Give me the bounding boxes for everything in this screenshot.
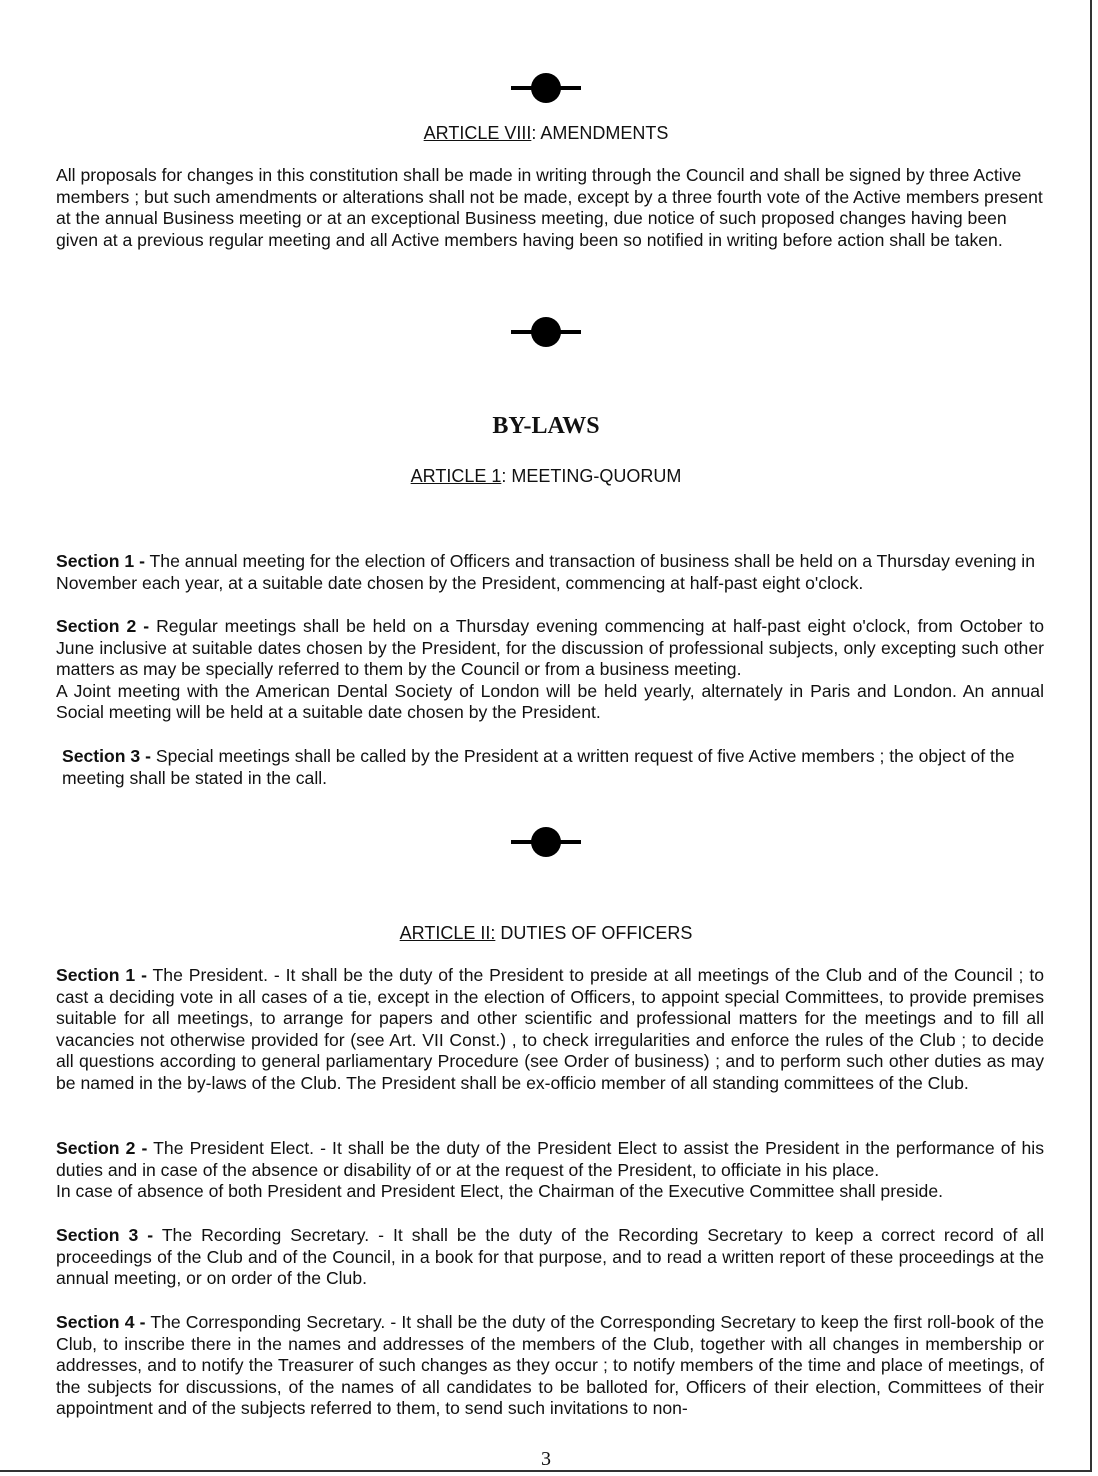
page-number: 3: [541, 1448, 551, 1470]
section-text: The Corresponding Secretary. - It shall be the duty of the Corresponding Secretary to keep the first roll-book of the Club, to inscribe there in the names and addresses of the members of the Club, together with all changes in membership or addresses, and to notify the Treasurer of such changes as they occur ; to notify members of the time and place of meetings, of the subjects for discussions, of the names of all candidates to be balloted for, Officers of their election, Committees of their appointment and of the subjects referred to them, to send such invitations to non-: [56, 1312, 1044, 1419]
article-1-section-2: [56, 616, 1044, 724]
section-label: Section 4 -: [56, 1312, 146, 1332]
article-2-section-3: [56, 1225, 1044, 1290]
article-1-section-1: [56, 551, 1044, 594]
ornament-divider-2: [0, 316, 1092, 348]
disc-ornament-icon: [511, 72, 581, 104]
article-8-body-block: [56, 165, 1044, 251]
disc-ornament-icon: [511, 316, 581, 348]
section-label: Section 1 -: [56, 965, 147, 985]
article-1-number: ARTICLE 1: [410, 466, 502, 486]
ornament-divider-3: [0, 826, 1092, 858]
section-text: Special meetings shall be called by the President at a written request of five Active members ; the object of the meeting shall be stated in the call.: [62, 746, 1015, 788]
section-text: The President Elect. - It shall be the duty of the President Elect to assist the President in the performance of his duties and in case of the absence or disability of or at the request of the President, to officiate in his place.: [56, 1138, 1044, 1180]
ornament-divider-1: [0, 72, 1092, 104]
article-8-heading: [0, 122, 1092, 144]
section-label: Section 2 -: [56, 616, 150, 636]
section-text: The Recording Secretary. - It shall be the duty of the Recording Secretary to keep a correct record of all proceedings of the Club and of the Council, in a book for that purpose, and to read a written report of these proceedings at the annual meeting, or on order of the Club.: [56, 1225, 1044, 1289]
article-2-title: DUTIES OF OFFICERS: [495, 923, 693, 943]
bylaws-title: BY-LAWS: [492, 413, 600, 439]
section-text: The annual meeting for the election of Officers and transaction of business shall be held on a Thursday evening in November each year, at a suitable date chosen by the President, commencing at half-past eight o'clock.: [56, 551, 1035, 593]
section-label: Section 3 -: [56, 1225, 154, 1245]
article-2-section-1: [56, 965, 1044, 1095]
article-2-heading: [0, 922, 1092, 944]
section-text: Regular meetings shall be held on a Thursday evening commencing at half-past eight o'clock, from October to June inclusive at suitable dates chosen by the President, for the discussion of professional subjects, only excepting such other matters as may be specially referred to them by the Council or from a business meeting.: [56, 616, 1044, 680]
article-2-section-2: [56, 1138, 1044, 1203]
article-8-number: ARTICLE VIII: [423, 123, 532, 143]
disc-ornament-icon: [511, 826, 581, 858]
section-text-continued: In case of absence of both President and President Elect, the Chairman of the Executive Committee shall preside.: [56, 1181, 944, 1202]
article-8-body: All proposals for changes in this constitution shall be made in writing through the Council and shall be signed by three Active members ; but such amendments or alterations shall not be made, except by a three fourth vote of the Active members present at the annual Business meeting or at an exceptional Business meeting, due notice of such proposed changes having been given at a previous regular meeting and all Active members having been so notified in writing before action shall be taken.: [56, 165, 1043, 250]
section-text-continued: A Joint meeting with the American Dental Society of London will be held yearly, alternately in Paris and London. An annual Social meeting will be held at a suitable date chosen by the President.: [56, 680, 1044, 723]
article-2-number: ARTICLE II:: [399, 923, 496, 943]
article-1-title: : MEETING-QUORUM: [501, 466, 682, 486]
article-1-section-3: [62, 746, 1044, 789]
article-2-section-4: [56, 1312, 1044, 1420]
section-text: The President. - It shall be the duty of the President to preside at all meetings of the Club and of the Council ; to cast a deciding vote in all cases of a tie, except in the election of Officers, to appoint special Committees, to provide premises suitable for all meetings, to arrange for papers and other scientific and professional matters for the meetings and to fill all vacancies not otherwise provided for (see Art. VII Const.) , to check irregularities and enforce the rules of the Club ; to decide all questions according to general parliamentary Procedure (see Order of business) ; and to perform such other duties as may be named in the by-laws of the Club. The President shall be ex-officio member of all standing committees of the Club.: [56, 965, 1044, 1093]
section-label: Section 3 -: [62, 746, 151, 766]
article-8-title: : AMENDMENTS: [531, 123, 669, 143]
article-1-heading: [0, 465, 1092, 487]
section-label: Section 2 -: [56, 1138, 148, 1158]
section-label: Section 1 -: [56, 551, 145, 571]
